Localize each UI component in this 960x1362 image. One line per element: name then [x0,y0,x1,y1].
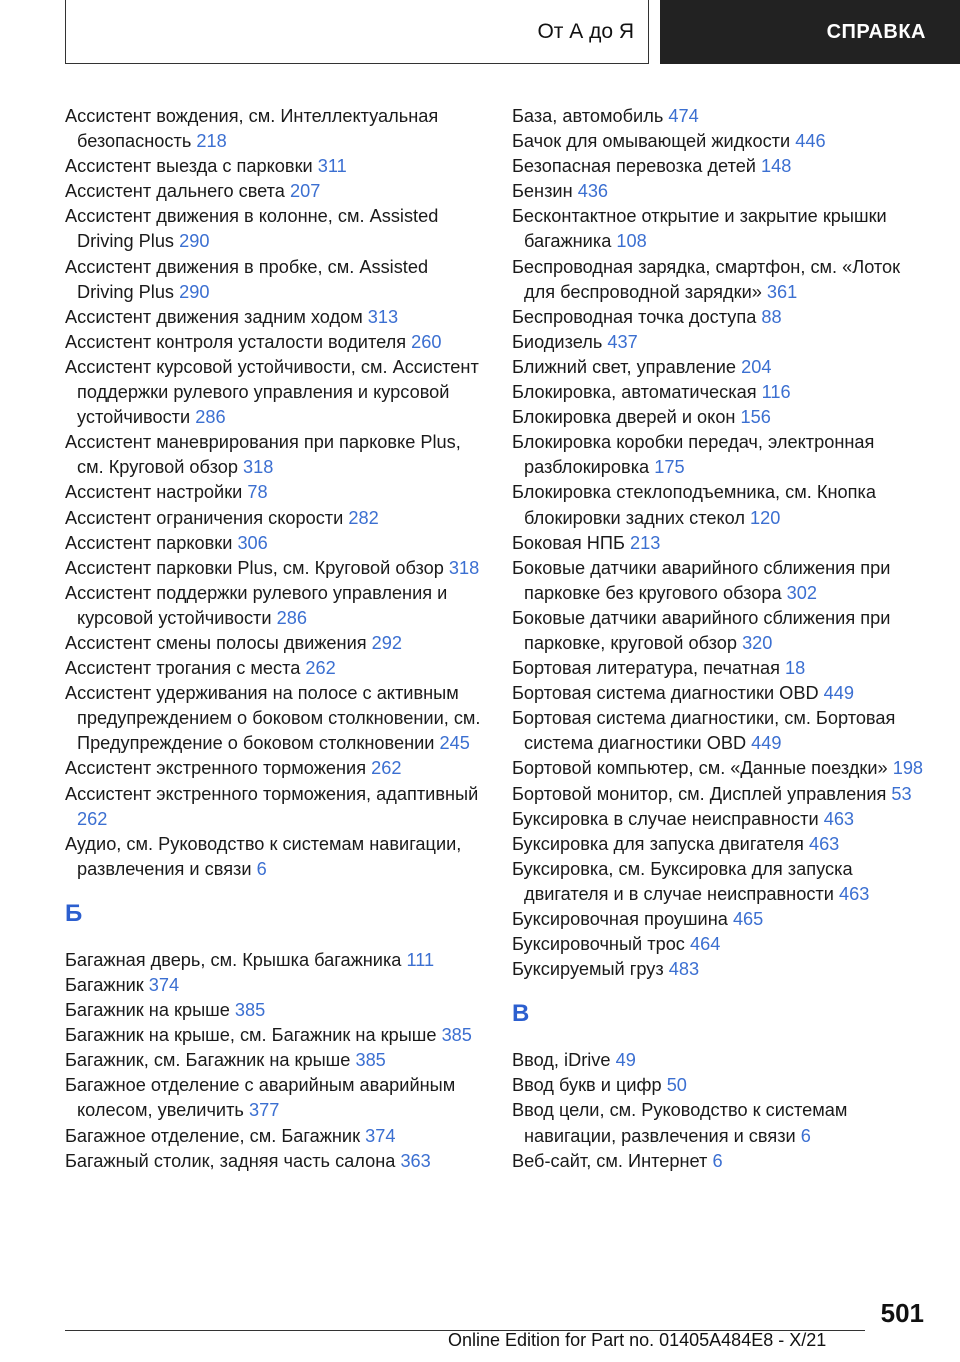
index-entry [512,405,932,430]
index-entry-text: Багажное отделение с аварийным аварийным колесом, увеличить [65,1075,456,1121]
index-entry [65,179,485,204]
index-page-link[interactable]: 218 [196,131,227,152]
index-entry [512,756,932,781]
index-entry-text: Ассистент ограничения скорости [65,507,344,528]
index-entry [512,656,932,681]
index-entry-text: Багажник, см. Багажник на крыше [65,1050,351,1071]
index-page-link[interactable]: 282 [348,507,379,528]
index-page-link[interactable]: 286 [195,407,226,428]
index-entry [65,506,485,531]
index-entry-text: Блокировка, автоматическая [512,382,757,403]
index-entry [512,305,932,330]
index-entry-text: Ассистент маневрирования при парковке Plus, см. Круговой обзор [65,432,461,478]
header-chapter-title: СПРАВКА [826,20,926,43]
index-entry [512,782,932,807]
index-column-right [512,104,932,1174]
index-entry-text: Веб-сайт, см. Интернет [512,1150,708,1171]
index-entry [512,1098,932,1148]
index-page-link[interactable]: 88 [761,306,782,327]
index-entry [65,330,485,355]
index-entry [65,556,485,581]
index-page-link[interactable]: 311 [317,156,347,177]
index-page-link[interactable]: 245 [439,733,470,754]
index-entry-text: Бензин [512,181,573,202]
index-entry [65,1048,485,1073]
index-entry-text: Ввод, iDrive [512,1050,611,1071]
index-column-left [65,104,485,1174]
index-entry [512,932,932,957]
index-page-link[interactable]: 385 [234,1000,266,1021]
index-page-link[interactable]: 207 [289,181,321,202]
index-entry [512,907,932,932]
index-entry-text: Багажник [65,975,144,995]
index-entry [512,1048,932,1073]
index-page-link[interactable]: 108 [616,231,647,252]
index-entry [512,857,932,907]
index-entry-text: Боковые датчики аварийного сближения при парковке, круговой обзор [512,607,891,653]
index-entry [512,330,932,355]
index-page-link[interactable]: 53 [891,783,912,804]
index-entry-text: Бортовой монитор, см. Дисплей управления [512,783,887,804]
index-entry [512,179,932,204]
section-letter-b: Б [65,899,83,927]
index-entry-text: Ассистент движения в колонне, см. Assisted Driving Plus [65,206,439,252]
index-entry [512,255,932,305]
index-entry-text: Ассистент движения в пробке, см. Assisted Driving Plus [65,256,429,302]
index-entry [512,154,932,179]
index-page-link[interactable]: 374 [148,975,180,995]
index-entry-text: Ближний свет, управление [512,356,737,377]
index-page-link[interactable]: 463 [823,808,855,829]
index-entry [65,1073,485,1123]
index-entry [65,480,485,505]
index-entry-text: Ассистент поддержки рулевого управления и курсовой устойчивости [65,582,448,628]
index-entry-text: Ассистент парковки Plus, см. Круговой обзор [65,557,444,578]
index-page-link[interactable]: 306 [237,532,268,553]
index-page-link[interactable]: 175 [654,457,685,478]
index-page-link[interactable]: 260 [411,331,442,352]
index-list-b-cont [512,104,932,982]
index-entry-text: Бортовая литература, печатная [512,658,780,679]
index-entry [512,355,932,380]
index-entry-text: Блокировка коробки передач, электронная разблокировка [512,432,875,478]
index-entry [65,631,485,656]
index-entry-text: Бесконтактное открытие и закрытие крышки багажника [512,206,887,252]
header-section-tab [65,0,649,64]
index-entry-text: Буксировочная проушина [512,909,728,929]
index-entry-text: Ассистент курсовой устойчивости, см. Ассистент поддержки рулевого управления и курсовой устойчивости [65,356,479,428]
index-entry [512,531,932,556]
index-entry-text: Ассистент контроля усталости водителя [65,331,407,352]
index-page-link[interactable]: 6 [712,1150,723,1171]
index-page-link[interactable]: 213 [630,532,661,553]
index-entry-text: Ассистент экстренного торможения [65,758,367,779]
index-entry [65,581,485,631]
index-entry [512,204,932,254]
index-entry [65,305,485,330]
index-entry-text: База, автомобиль [512,106,664,126]
index-entry [512,706,932,756]
index-entry-text: Боковые датчики аварийного сближения при парковке без кругового обзора [512,557,891,603]
index-entry-text: Багажник на крыше [65,1000,230,1021]
index-entry [65,998,485,1023]
index-page-link[interactable]: 148 [761,156,792,177]
index-entry [65,681,485,756]
index-page-link[interactable]: 463 [808,833,840,854]
index-page-link[interactable]: 361 [766,281,798,302]
index-page-link[interactable]: 204 [741,356,772,377]
index-entry-text: Блокировка дверей и окон [512,407,736,428]
index-entry-text: Бортовой компьютер, см. «Данные поездки» [512,758,888,779]
index-list-a [65,104,485,882]
index-page-link[interactable]: 111 [406,949,435,970]
index-entry [65,973,485,998]
index-entry [512,681,932,706]
index-entry [512,1073,932,1098]
index-entry-text: Ассистент смены полосы движения [65,632,367,653]
index-entry [512,807,932,832]
index-entry [512,957,932,982]
index-entry-text: Ввод букв и цифр [512,1075,662,1096]
index-entry-text: Буксировочный трос [512,934,685,955]
page-number: 501 [880,1298,924,1328]
index-entry [512,556,932,606]
index-entry-text: Буксировка для запуска двигателя [512,833,804,854]
index-page-link[interactable]: 437 [607,331,638,352]
index-entry-text: Биодизель [512,331,603,352]
index-page-link[interactable]: 120 [750,507,781,528]
index-page-link[interactable]: 6 [256,858,267,879]
index-page-link[interactable]: 198 [892,758,924,779]
index-entry [512,606,932,656]
index-entry [512,1149,932,1174]
index-page-link[interactable]: 474 [668,106,699,126]
index-entry [65,430,485,480]
index-entry [65,756,485,781]
index-page-link[interactable]: 463 [838,883,870,904]
footer-edition: Online Edition for Part no. 01405A484E8 - X/21 [448,1330,827,1350]
index-page-link[interactable]: 320 [742,632,773,653]
index-entry-text: Боковая НПБ [512,532,625,553]
index-page-link[interactable]: 363 [400,1150,431,1171]
index-page-link[interactable]: 385 [441,1025,472,1046]
index-page-link[interactable]: 302 [786,582,817,603]
index-page-link[interactable]: 286 [276,607,307,628]
index-list-b [65,948,485,1174]
index-entry-text: Ассистент движения задним ходом [65,306,363,327]
index-entry-text: Бачок для омывающей жидкости [512,131,791,152]
index-page-link[interactable]: 377 [248,1100,280,1121]
index-entry-text: Ассистент дальнего света [65,181,285,202]
index-page-link[interactable]: 292 [371,632,403,653]
index-entry [65,104,485,154]
index-entry-text: Буксируемый груз [512,959,664,980]
index-entry [65,255,485,305]
index-entry-text: Бортовая система диагностики OBD [512,683,819,704]
index-page-link[interactable]: 262 [77,808,108,829]
index-entry-text: Ассистент экстренного торможения, адаптивный [65,783,479,804]
index-page-link[interactable]: 449 [823,683,855,704]
index-entry [65,1149,485,1174]
index-entry [65,204,485,254]
index-page-link[interactable]: 116 [761,382,791,403]
index-entry [512,380,932,405]
header-chapter-tab [660,0,960,64]
index-page-link[interactable]: 318 [243,457,274,478]
index-entry-text: Буксировка в случае неисправности [512,808,819,829]
index-entry [65,948,485,973]
index-page-link[interactable]: 18 [785,658,806,679]
index-entry-text: Аудио, см. Руководство к системам навигации, развлечения и связи [65,833,462,879]
header-section-range: От А до Я [537,19,634,43]
index-entry [65,1124,485,1149]
index-entry [65,531,485,556]
index-entry [65,355,485,430]
index-entry [512,832,932,857]
index-page-link[interactable]: 262 [305,658,336,679]
index-entry-text: Ввод цели, см. Руководство к системам навигации, развлечения и связи [512,1100,848,1146]
index-entry-text: Ассистент выезда с парковки [65,156,313,177]
index-page-link[interactable]: 290 [179,281,210,302]
index-entry [65,832,485,882]
index-entry-text: Ассистент настройки [65,482,243,503]
index-entry-text: Ассистент вождения, см. Интеллектуальная безопасность [65,106,439,152]
index-entry-text: Багажное отделение, см. Багажник [65,1125,361,1146]
index-entry-text: Ассистент трогания с места [65,658,301,679]
index-entry-text: Багажник на крыше, см. Багажник на крыше [65,1025,437,1046]
index-page-link[interactable]: 446 [795,131,826,152]
index-entry [65,656,485,681]
index-entry [512,129,932,154]
index-page-link[interactable]: 49 [615,1050,636,1071]
index-entry-text: Буксировка, см. Буксировка для запуска двигателя и в случае неисправности [512,858,853,904]
index-page-link[interactable]: 78 [247,482,268,503]
index-entry-text: Ассистент парковки [65,532,233,553]
index-page-link[interactable]: 449 [751,733,782,754]
index-entry [512,104,932,129]
index-entry [512,430,932,480]
index-page-link[interactable]: 313 [367,306,399,327]
index-entry-text: Блокировка стеклоподъемника, см. Кнопка блокировки задних стекол [512,482,876,528]
index-entry-text: Багажная дверь, см. Крышка багажника [65,949,402,970]
index-page-link[interactable]: 465 [732,909,764,929]
index-page-link[interactable]: 436 [577,181,609,202]
section-letter-v: В [512,1000,530,1028]
index-page-link[interactable]: 464 [689,934,721,955]
index-entry-text: Беспроводная точка доступа [512,306,757,327]
index-page-link[interactable]: 50 [666,1075,687,1096]
index-page-link[interactable]: 156 [740,407,771,428]
index-page-link[interactable]: 262 [371,758,402,779]
index-page-link[interactable]: 290 [179,231,210,252]
index-page-link[interactable]: 483 [668,959,700,980]
index-list-v [512,1048,932,1173]
index-entry [65,1023,485,1048]
index-entry-text: Бортовая система диагностики, см. Бортовая система диагностики OBD [512,708,896,754]
index-entry-text: Ассистент удерживания на полосе с активным предупреждением о боковом столкновении, см. Предупреждение о боковом столкновении [65,683,481,754]
index-entry-text: Безопасная перевозка детей [512,156,756,177]
index-entry-text: Беспроводная зарядка, смартфон, см. «Лоток для беспроводной зарядки» [512,256,901,302]
index-page-link[interactable]: 385 [355,1050,386,1071]
index-entry [65,782,485,832]
index-page-link[interactable]: 6 [800,1125,811,1146]
index-page-link[interactable]: 374 [365,1125,396,1146]
index-entry [512,480,932,530]
index-page-link[interactable]: 318 [448,557,480,578]
index-entry-text: Багажный столик, задняя часть салона [65,1150,396,1171]
index-entry [65,154,485,179]
